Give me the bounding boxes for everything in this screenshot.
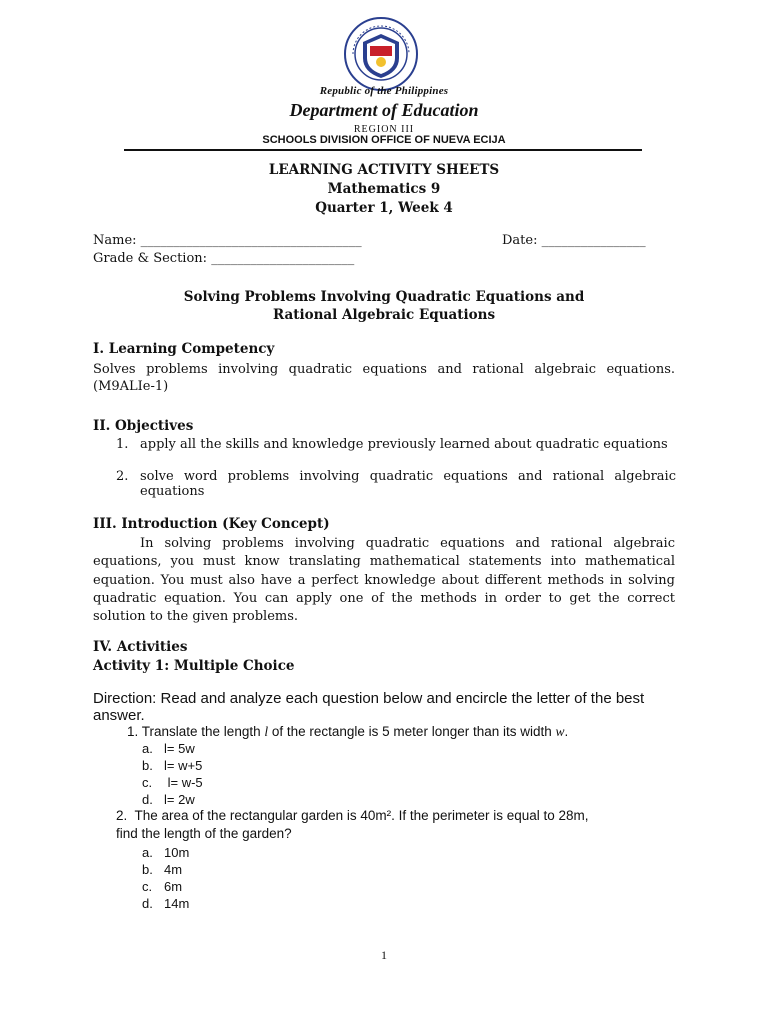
choice-text: l= w+5	[164, 758, 203, 773]
question-2-choices	[142, 844, 189, 912]
grade-blank: ______________________	[211, 251, 355, 266]
topic-title-line1: Solving Problems Involving Quadratic Equations and	[183, 289, 585, 305]
date-blank: ________________	[541, 233, 646, 248]
choice-text: l= w-5	[164, 775, 203, 790]
quarter-title: Quarter 1, Week 4	[315, 200, 453, 216]
question-1-middle: of the rectangle is 5 meter longer than its width	[268, 724, 556, 739]
choice-text: l= 2w	[164, 792, 195, 807]
choice-item	[142, 791, 203, 808]
question-2-line2: find the length of the garden?	[116, 826, 292, 841]
objective-item-1	[116, 437, 676, 452]
activity1-heading: Activity 1: Multiple Choice	[93, 658, 295, 674]
region-text: REGION III	[353, 124, 415, 135]
choice-text: 4m	[164, 862, 183, 877]
choice-letter: c.	[142, 879, 153, 894]
choice-letter: b.	[142, 758, 153, 773]
sheet-title: LEARNING ACTIVITY SHEETS	[268, 162, 500, 178]
question-1-prefix: 1. Translate the length	[127, 724, 265, 739]
choice-text: 6m	[164, 879, 183, 894]
date-label: Date:	[502, 233, 542, 248]
variable-w: w	[555, 724, 565, 739]
question-1	[127, 724, 568, 740]
objectives-heading: II. Objectives	[93, 418, 194, 434]
choice-item	[142, 757, 203, 774]
choice-letter: c.	[142, 775, 153, 790]
division-text: SCHOOLS DIVISION OFFICE OF NUEVA ECIJA	[262, 134, 506, 146]
variable-l: l	[264, 724, 269, 739]
choice-letter: d.	[142, 896, 153, 911]
date-field	[502, 233, 646, 248]
header-rule	[124, 149, 642, 151]
question-2	[116, 807, 678, 843]
choice-item	[142, 844, 189, 861]
choice-letter: d.	[142, 792, 153, 807]
deped-seal-logo	[343, 16, 419, 92]
competency-heading: I. Learning Competency	[93, 341, 275, 357]
name-field	[93, 233, 362, 248]
choice-letter: b.	[142, 862, 153, 877]
objective-item-2	[116, 469, 676, 499]
objective-number: 2.	[116, 469, 129, 484]
page-number: 1	[381, 948, 387, 962]
question-1-choices	[142, 740, 203, 808]
department-title: Department of Education	[289, 100, 479, 120]
introduction-heading: III. Introduction (Key Concept)	[93, 516, 330, 532]
choice-text: l= 5w	[164, 741, 195, 756]
question-2-line1: 2. The area of the rectangular garden is 40m². If the perimeter is equal to 28m,	[116, 808, 589, 823]
choice-text: 10m	[164, 845, 190, 860]
choice-letter: a.	[142, 845, 153, 860]
choice-item	[142, 878, 189, 895]
choice-letter: a.	[142, 741, 153, 756]
topic-title-line2: Rational Algebraic Equations	[272, 307, 496, 323]
objective-number: 1.	[116, 437, 129, 452]
grade-section-field	[93, 251, 354, 266]
republic-text: Republic of the Philippines	[319, 85, 449, 97]
choice-item	[142, 861, 189, 878]
choice-item	[142, 740, 203, 757]
choice-text: 14m	[164, 896, 190, 911]
choice-item	[142, 895, 189, 912]
question-1-suffix: .	[564, 724, 569, 739]
objective-text: apply all the skills and knowledge previously learned about quadratic equations	[140, 437, 668, 452]
competency-text: Solves problems involving quadratic equations and rational algebraic equations. (M9ALIe-1)	[93, 362, 675, 394]
name-blank: __________________________________	[140, 233, 362, 248]
objective-text: solve word problems involving quadratic equations and rational algebraic equations	[140, 469, 676, 499]
activities-heading: IV. Activities	[93, 639, 188, 655]
name-label: Name:	[93, 233, 141, 248]
introduction-text: In solving problems involving quadratic equations and rational algebraic equations, you must know translating mathematical statements into mathematical equation. You must also have a perfect knowledge about different methods in solving quadratic equation. You can apply one of the methods in order to get the correct solution to the given problems.	[93, 536, 675, 625]
direction-text: Direction: Read and analyze each question below and encircle the letter of the best answer.	[93, 690, 645, 724]
subject-title: Mathematics 9	[327, 181, 441, 197]
grade-label: Grade & Section:	[93, 251, 212, 266]
choice-item	[142, 774, 203, 791]
